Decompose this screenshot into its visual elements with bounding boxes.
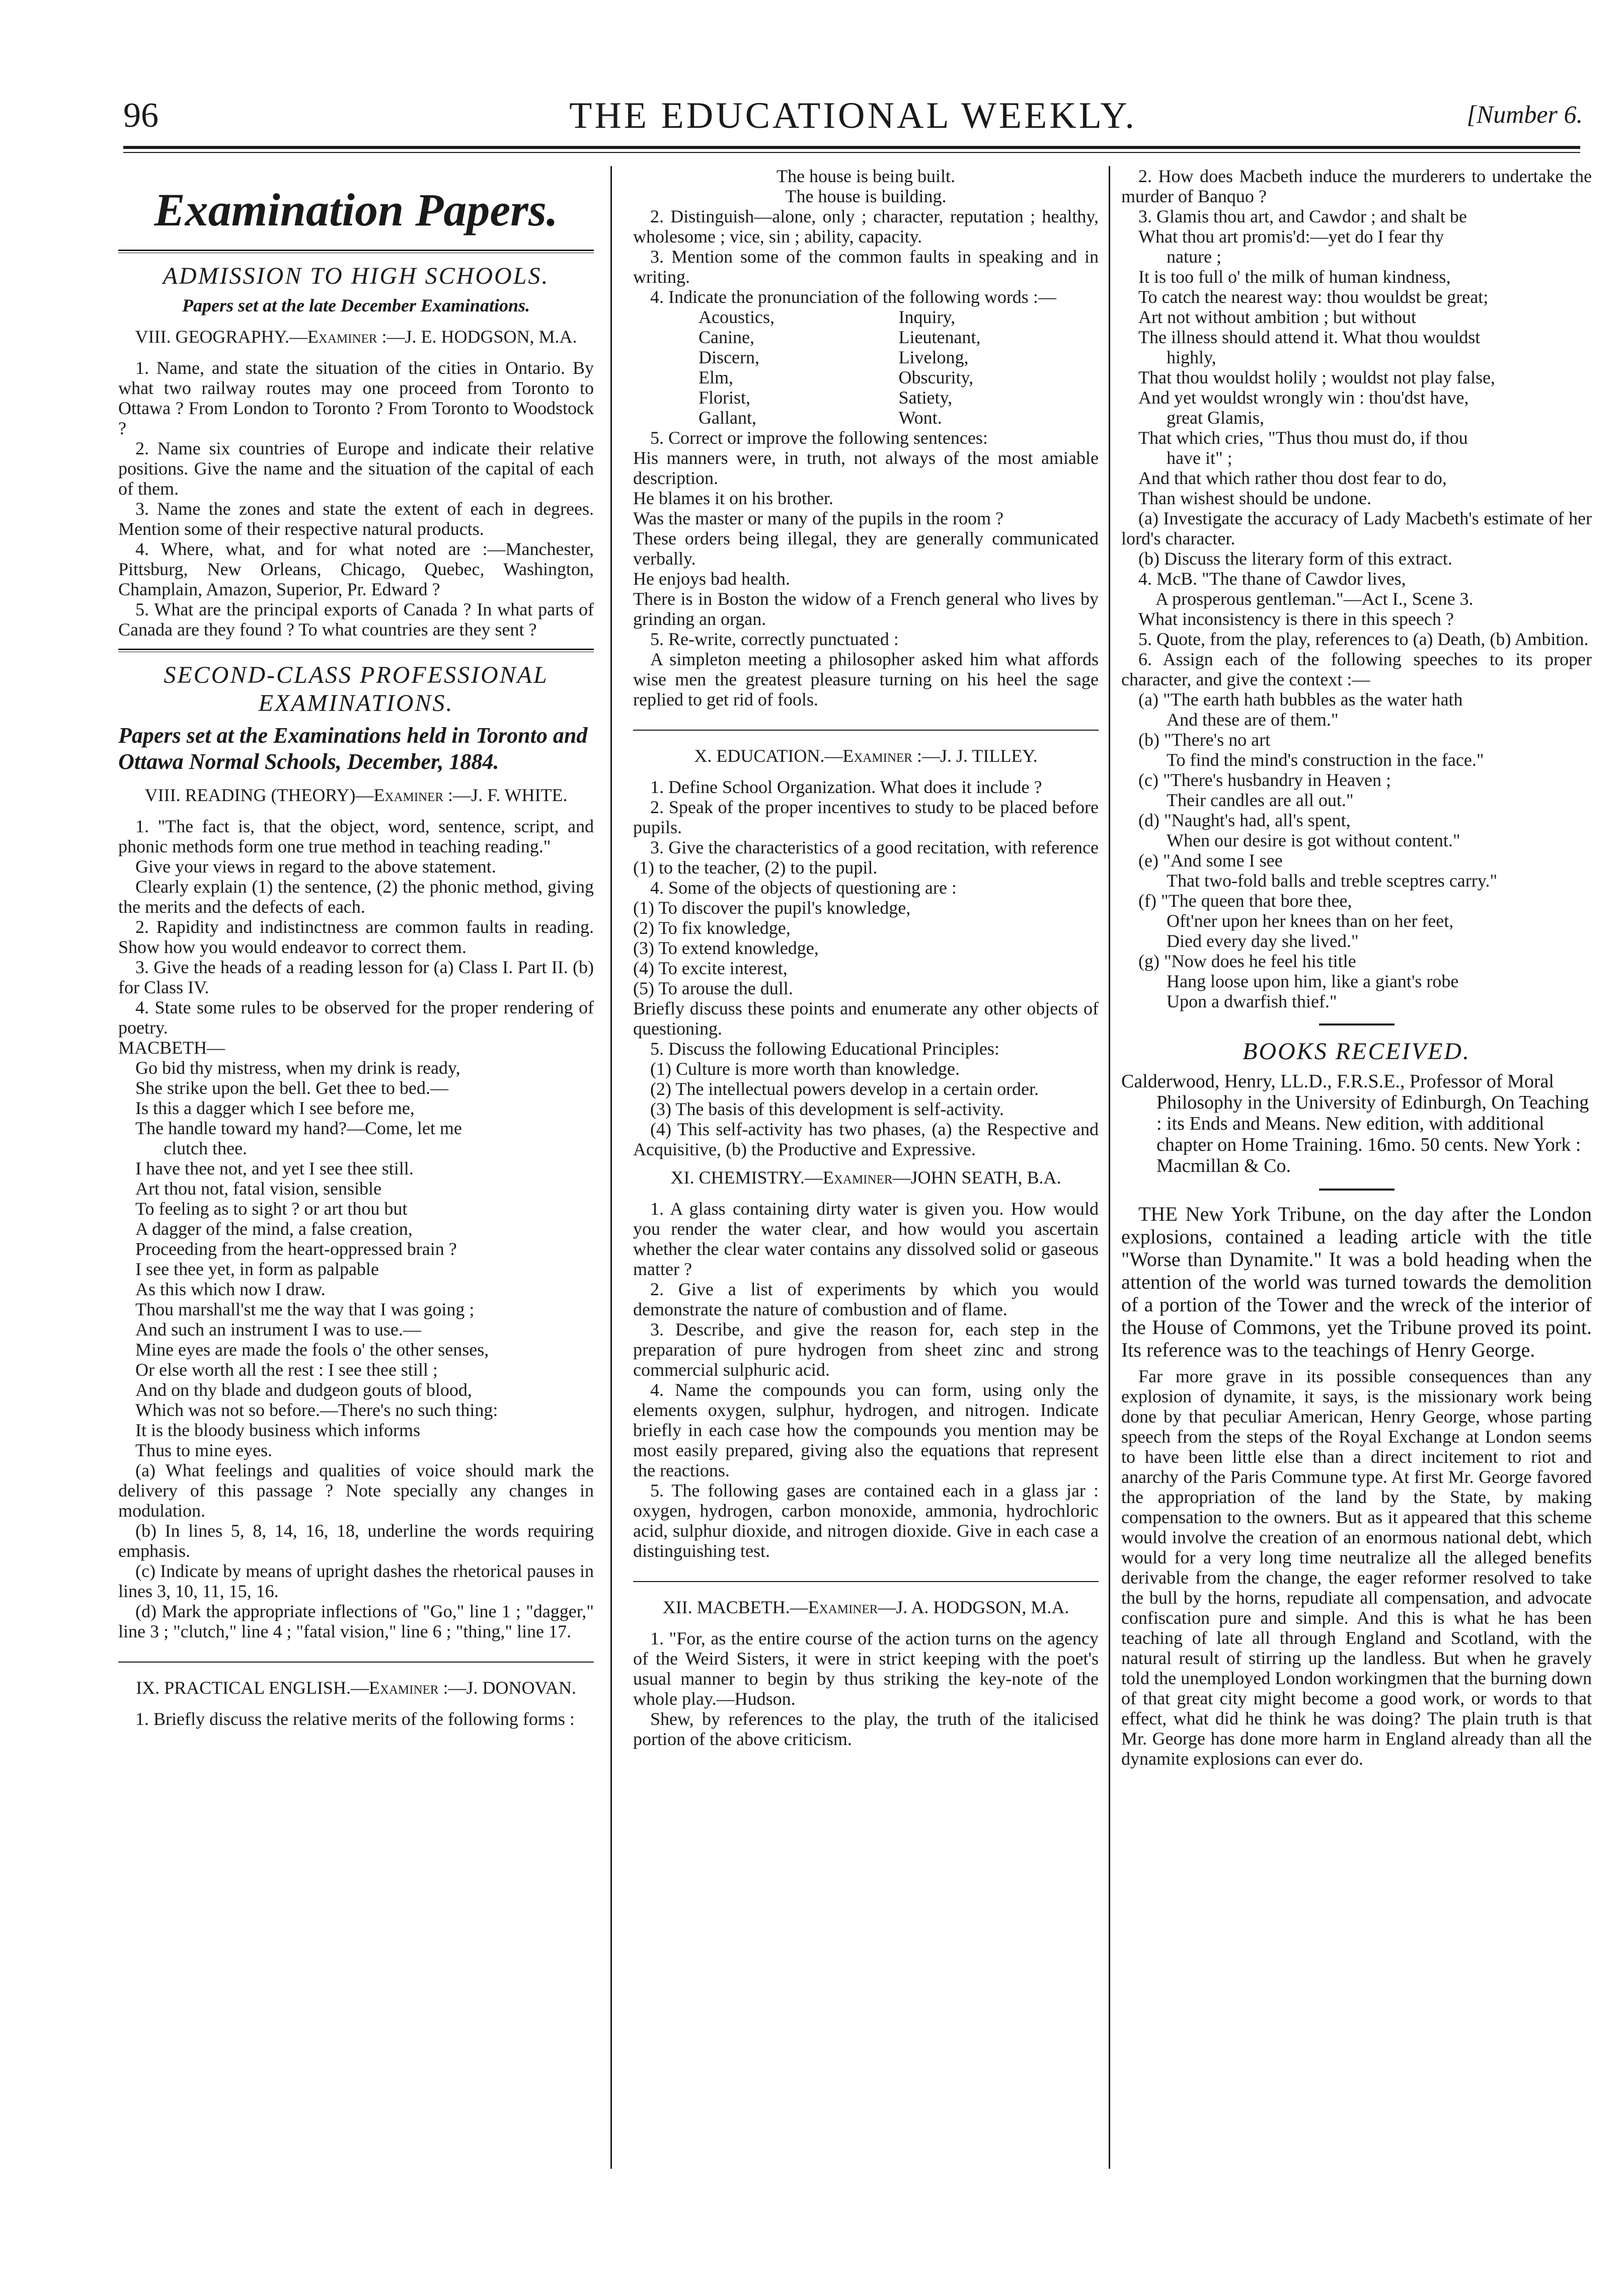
question: 3. Give the heads of a reading lesson for (a) Class I. Part II. (b) for Class IV. <box>118 957 594 997</box>
list-item: (4) This self-activity has two phases, (a) the Respective and Acquisitive, (b) the Productive and Expressive. <box>633 1119 1099 1159</box>
list-item: (2) To fix knowledge, <box>633 918 791 938</box>
verse-line: To feeling as to sight ? or art thou but <box>135 1199 408 1219</box>
divider <box>118 649 594 652</box>
passage: A simpleton meeting a philosopher asked him what affords wise men the greatest pleasure turning on his heel the sage replied to get rid of fools. <box>633 649 1099 710</box>
question: 2. Give a list of experiments by which you would demonstrate the nature of combustion and of flame. <box>633 1279 1099 1319</box>
column-divider <box>1109 166 1110 2169</box>
list-item: (1) To discover the pupil's knowledge, <box>633 898 911 918</box>
verse-line: She strike upon the bell. Get thee to bed.— <box>135 1078 448 1098</box>
verse-line: Which was not so before.—There's no such thing: <box>135 1400 498 1420</box>
verse-line: Mine eyes are made the fools o' the other senses, <box>135 1340 489 1360</box>
list-item: (3) To extend knowledge, <box>633 938 819 958</box>
question: 5. Discuss the following Educational Principles: <box>650 1039 999 1059</box>
question: 2. Distinguish—alone, only ; character, reputation ; healthy, wholesome ; vice, sin ; ability, capacity. <box>633 206 1099 247</box>
speech-line: (b) "There's no art <box>1138 730 1271 750</box>
verse-line: I see thee yet, in form as palpable <box>135 1259 379 1279</box>
verse-line: Than wishest should be undone. <box>1138 488 1371 508</box>
question: 3. Mention some of the common faults in speaking and in writing. <box>633 247 1099 287</box>
question: 4. McB. "The thane of Cawdor lives, <box>1138 569 1406 589</box>
section-title: Examination Papers. <box>154 184 558 235</box>
speeches-list <box>1121 689 1592 1011</box>
question: 4. State some rules to be observed for the proper rendering of poetry. <box>118 997 594 1038</box>
issue-number: [Number 6. <box>1466 100 1583 128</box>
question: 2. Speak of the proper incentives to study to be placed before pupils. <box>633 797 1099 837</box>
question: Shew, by references to the play, the truth of the italicised portion of the above criticism. <box>633 1709 1099 1749</box>
column-divider <box>610 166 612 2169</box>
page-number: 96 <box>123 96 159 135</box>
page-header <box>123 86 1583 151</box>
article-paragraph: Far more grave in its possible consequences than any explosion of dynamite, it says, is the missionary work being done by that peculiar American, Henry George, whose parting speech from the steps of the Royal Exchange at London seems to have been little else than a direct incitement to riot and anarchy of the Paris Commune type. At first Mr. George favored the appropriation of the land by the State, by making compensation to the owners. But as it appeared that this scheme would involve the creation of an enormous national debt, which would for a very long time neutralize all the alleged benefits derivable from the change, the eager reformer resolved to take the bull by the horns, repudiate all compensation, and advocate confiscation pure and simple. And this is what he has been teaching of late all through England and Scotland, with the natural result of stirring up the landless. But when he gravely told the unemployed London workingmen that the burning down of that great city might become a good work, or words to that effect, what did he think he was doing? The plain truth is that Mr. George has done more harm in England already than all the dynamite explosions can ever do. <box>1121 1366 1592 1769</box>
question: 5. Correct or improve the following sentences: <box>650 428 988 448</box>
verse-line: The illness should attend it. What thou wouldst <box>1138 327 1481 347</box>
verse-line: It is too full o' the milk of human kindness, <box>1138 267 1451 287</box>
sentence: There is in Boston the widow of a French general who lives by grinding an organ. <box>633 589 1099 629</box>
speech-line: Their candles are all out." <box>1167 790 1354 810</box>
macbeth-extract <box>1121 226 1592 508</box>
verse-line: Is this a dagger which I see before me, <box>135 1098 415 1118</box>
question: (c) Indicate by means of upright dashes the rhetorical pauses in lines 3, 10, 11, 15, 16. <box>118 1561 594 1601</box>
speech-line: Oft'ner upon her knees than on her feet, <box>1167 911 1454 931</box>
question: 5. Re-write, correctly punctuated : <box>650 629 899 649</box>
question: Briefly discuss these points and enumerate any other objects of questioning. <box>633 998 1099 1039</box>
question: (d) Mark the appropriate inflections of "Go," line 1 ; "dagger," line 3 ; "clutch," line 4 ; "fatal vision," line 6 ; "thing," line 17. <box>118 1601 594 1641</box>
word-list <box>633 307 1099 428</box>
divider <box>118 250 594 253</box>
list-item: (5) To arouse the dull. <box>633 978 793 998</box>
verse-line: Go bid thy mistress, when my drink is ready, <box>135 1058 460 1078</box>
exam-heading: XI. CHEMISTRY.—Examiner—JOHN SEATH, B.A. <box>670 1167 1061 1188</box>
speech-line: Hang loose upon him, like a giant's robe <box>1167 971 1459 991</box>
question: (b) Discuss the literary form of this extract. <box>1138 548 1452 569</box>
section-subheading: Papers set at the late December Examinations. <box>182 295 530 316</box>
exam-heading: IX. PRACTICAL ENGLISH.—Examiner :—J. DONOVAN. <box>136 1678 576 1698</box>
sentence: These orders being illegal, they are generally communicated verbally. <box>633 528 1099 569</box>
verse-line: And on thy blade and dudgeon gouts of blood, <box>135 1380 472 1400</box>
exam-heading: XII. MACBETH.—Examiner—J. A. HODGSON, M.A. <box>662 1597 1069 1617</box>
word: Florist, <box>699 387 751 408</box>
question: 4. Where, what, and for what noted are :—Manchester, Pittsburg, New Orleans, Chicago, Quebec, Washington, Champlain, Amazon, Superior, Pr. Edward ? <box>118 539 594 599</box>
form-example: The house is building. <box>785 186 947 206</box>
section-heading: SECOND-CLASS PROFESSIONAL EXAMINATIONS. <box>164 662 549 717</box>
verse-line: That thou wouldst holily ; wouldst not play false, <box>1138 367 1495 387</box>
divider <box>633 1581 1099 1582</box>
ornament-rule <box>1319 1189 1395 1191</box>
question: 3. Describe, and give the reason for, each step in the preparation of pure hydrogen from sheet zinc and strong commercial sulphuric acid. <box>633 1319 1099 1380</box>
question: 4. Name the compounds you can form, using only the elements oxygen, sulphur, hydrogen, and nitrogen. Indicate briefly in each case how the compounds you mention may be most easily prepared, giving also the equations that represent the reactions. <box>633 1380 1099 1480</box>
question: 4. Some of the objects of questioning are : <box>650 878 957 898</box>
speech-line: To find the mind's construction in the face." <box>1167 750 1484 770</box>
question: (a) What feelings and qualities of voice should mark the delivery of this passage ? Note specially any changes in modulation. <box>118 1460 594 1521</box>
speech-line: (c) "There's husbandry in Heaven ; <box>1138 770 1391 790</box>
word: Satiety, <box>898 387 953 408</box>
question: 1. A glass containing dirty water is given you. How would you render the water clear, and how would you ascertain whether the clear water contains any dissolved solid or gaseous matter ? <box>633 1199 1099 1279</box>
article-paragraph: THE New York Tribune, on the day after the London explosions, contained a leading article with the title "Worse than Dynamite." It was a bold heading when the attention of the world was turned towards the demolition of a portion of the Tower and the wreck of the interior of the House of Commons, yet the Tribune proved its point. Its reference was to the teachings of Henry George. <box>1121 1203 1592 1361</box>
verse-line: clutch thee. <box>164 1138 247 1158</box>
verse-line: That which cries, "Thus thou must do, if thou <box>1138 428 1468 448</box>
speech-line: That two-fold balls and treble sceptres carry." <box>1167 871 1498 891</box>
speech-line: (e) "And some I see <box>1138 850 1283 871</box>
question: 2. Name six countries of Europe and indicate their relative positions. Give the name and the situation of the capital of each of them. <box>118 438 594 499</box>
question: A prosperous gentleman."—Act I., Scene 3. <box>1155 589 1474 609</box>
verse-line: To catch the nearest way: thou wouldst be great; <box>1138 287 1489 307</box>
question: (b) In lines 5, 8, 14, 16, 18, underline the words requiring emphasis. <box>118 1521 594 1561</box>
word: Gallant, <box>699 408 756 428</box>
sentence: He blames it on his brother. <box>633 488 833 508</box>
verse-line: Art not without ambition ; but without <box>1138 307 1416 327</box>
verse-line: Art thou not, fatal vision, sensible <box>135 1178 381 1199</box>
verse-line: What thou art promis'd:—yet do I fear thy <box>1138 226 1444 247</box>
verse-line: Proceeding from the heart-oppressed brain ? <box>135 1239 457 1259</box>
list-item: (2) The intellectual powers develop in a certain order. <box>650 1079 1039 1099</box>
exam-heading: VIII. GEOGRAPHY.—Examiner :—J. E. HODGSON, M.A. <box>135 327 577 347</box>
section-heading: ADMISSION TO HIGH SCHOOLS. <box>163 263 550 289</box>
word: Acoustics, <box>699 307 775 327</box>
question: 3. Name the zones and state the extent of each in degrees. Mention some of their respective natural products. <box>118 499 594 539</box>
question: 2. How does Macbeth induce the murderers to undertake the murder of Banquo ? <box>1121 166 1592 206</box>
journal-title: THE EDUCATIONAL WEEKLY. <box>569 95 1137 136</box>
exam-heading: X. EDUCATION.—Examiner :—J. J. TILLEY. <box>694 746 1038 766</box>
question: 1. Define School Organization. What does it include ? <box>650 777 1042 797</box>
question: 5. Quote, from the play, references to (a) Death, (b) Ambition. <box>1138 629 1589 649</box>
verse-line: As this which now I draw. <box>135 1279 326 1299</box>
question: Clearly explain (1) the sentence, (2) the phonic method, giving the merits and the defects of each. <box>118 877 594 917</box>
question: (a) Investigate the accuracy of Lady Macbeth's estimate of her lord's character. <box>1121 508 1592 548</box>
sentence: His manners were, in truth, not always of the most amiable description. <box>633 448 1099 488</box>
divider <box>633 730 1099 731</box>
list-item: (3) The basis of this development is self-activity. <box>650 1099 1004 1119</box>
question: 1. Briefly discuss the relative merits of the following forms : <box>135 1709 575 1729</box>
question: 1. Name, and state the situation of the cities in Ontario. By what two railway routes may one proceed from Toronto to Ottawa ? From London to Toronto ? From Toronto to Woodstock ? <box>118 358 594 438</box>
question: What inconsistency is there in this speech ? <box>1138 609 1454 629</box>
speech-line: (d) "Naught's had, all's spent, <box>1138 810 1351 830</box>
divider <box>118 1662 594 1663</box>
word: Canine, <box>699 327 754 347</box>
column-2 <box>633 166 1099 1749</box>
speech-line: (g) "Now does he feel his title <box>1138 951 1356 971</box>
speech-line: (a) "The earth hath bubbles as the water hath <box>1138 689 1463 710</box>
verse-line: The handle toward my hand?—Come, let me <box>135 1118 462 1138</box>
question: 3. Give the characteristics of a good recitation, with reference (1) to the teacher, (2) to the pupil. <box>633 837 1099 878</box>
exam-heading: VIII. READING (THEORY)—Examiner :—J. F. WHITE. <box>144 785 568 805</box>
section-subheading: Papers set at the Examinations held in Toronto and Ottawa Normal Schools, December, 1884. <box>118 723 588 774</box>
header-rule <box>123 146 1580 149</box>
word: Livelong, <box>898 347 969 367</box>
verse-line: highly, <box>1167 347 1216 367</box>
verse-line: I have thee not, and yet I see thee still. <box>135 1158 414 1178</box>
list-item: (4) To excite interest, <box>633 958 788 978</box>
verse-line: Or else worth all the rest : I see thee still ; <box>135 1360 438 1380</box>
column-1 <box>118 166 594 1729</box>
question: 6. Assign each of the following speeches to its proper character, and give the context :— <box>1121 649 1592 689</box>
list-item: (1) Culture is more worth than knowledge. <box>650 1059 960 1079</box>
column-3 <box>1121 166 1592 1769</box>
book-entry: Calderwood, Henry, LL.D., F.R.S.E., Professor of Moral Philosophy in the University of Edinburgh, On Teaching : its Ends and Means. New edition, with additional chapter on Home Training. 16mo. 50 cents. New York : Macmillan & Co. <box>1121 1071 1589 1176</box>
word: Inquiry, <box>898 307 956 327</box>
question: 5. What are the principal exports of Canada ? In what parts of Canada are they found ? To what countries are they sent ? <box>118 599 594 640</box>
verse-line: Thus to mine eyes. <box>135 1440 272 1460</box>
header-rule-thin <box>123 152 1580 153</box>
verse-line: have it" ; <box>1167 448 1232 468</box>
verse-line: And such an instrument I was to use.— <box>135 1319 421 1340</box>
speech-line: Died every day she lived." <box>1167 931 1359 951</box>
verse-line: nature ; <box>1167 247 1221 267</box>
word: Wont. <box>898 408 942 428</box>
verse-line: It is the bloody business which informs <box>135 1420 420 1440</box>
verse-line: Thou marshall'st me the way that I was going ; <box>135 1299 475 1319</box>
sentence: Was the master or many of the pupils in the room ? <box>633 508 1003 528</box>
word: Discern, <box>699 347 759 367</box>
form-example: The house is being built. <box>777 166 955 186</box>
speech-line: Upon a dwarfish thief." <box>1167 991 1337 1011</box>
word: Elm, <box>699 367 733 387</box>
speech-line: And these are of them." <box>1167 710 1339 730</box>
question: 3. Glamis thou art, and Cawdor ; and shalt be <box>1138 206 1467 226</box>
question: 4. Indicate the pronunciation of the following words :— <box>650 287 1056 307</box>
word: Obscurity, <box>898 367 974 387</box>
question: 5. The following gases are contained each in a glass jar : oxygen, hydrogen, carbon monoxide, ammonia, hydrochloric acid, sulphur dioxide, and nitrogen dioxide. Give in each case a distinguishing test. <box>633 1480 1099 1561</box>
verse-line: A dagger of the mind, a false creation, <box>135 1219 413 1239</box>
word: Lieutenant, <box>898 327 981 347</box>
speech-line: (f) "The queen that bore thee, <box>1138 891 1352 911</box>
macbeth-label: MACBETH— <box>118 1038 225 1058</box>
verse-line: And that which rather thou dost fear to do, <box>1138 468 1447 488</box>
section-heading: BOOKS RECEIVED. <box>1243 1038 1471 1065</box>
speech-line: When our desire is got without content." <box>1167 830 1460 850</box>
verse-line: And yet wouldst wrongly win : thou'dst have, <box>1138 387 1469 408</box>
macbeth-passage <box>118 1058 594 1460</box>
question: 1. "The fact is, that the object, word, sentence, script, and phonic methods form one true method in teaching reading." <box>118 816 594 856</box>
question: 2. Rapidity and indistinctness are common faults in reading. Show how you would endeavor to correct them. <box>118 917 594 957</box>
sentence: He enjoys bad health. <box>633 569 790 589</box>
question: Give your views in regard to the above statement. <box>135 856 496 877</box>
ornament-rule <box>1319 1023 1395 1026</box>
question: 1. "For, as the entire course of the action turns on the agency of the Weird Sisters, it were in strict keeping with the poet's usual manner to begin by thus striking the key-note of the whole play.—Hudson. <box>633 1628 1099 1709</box>
verse-line: great Glamis, <box>1167 408 1264 428</box>
